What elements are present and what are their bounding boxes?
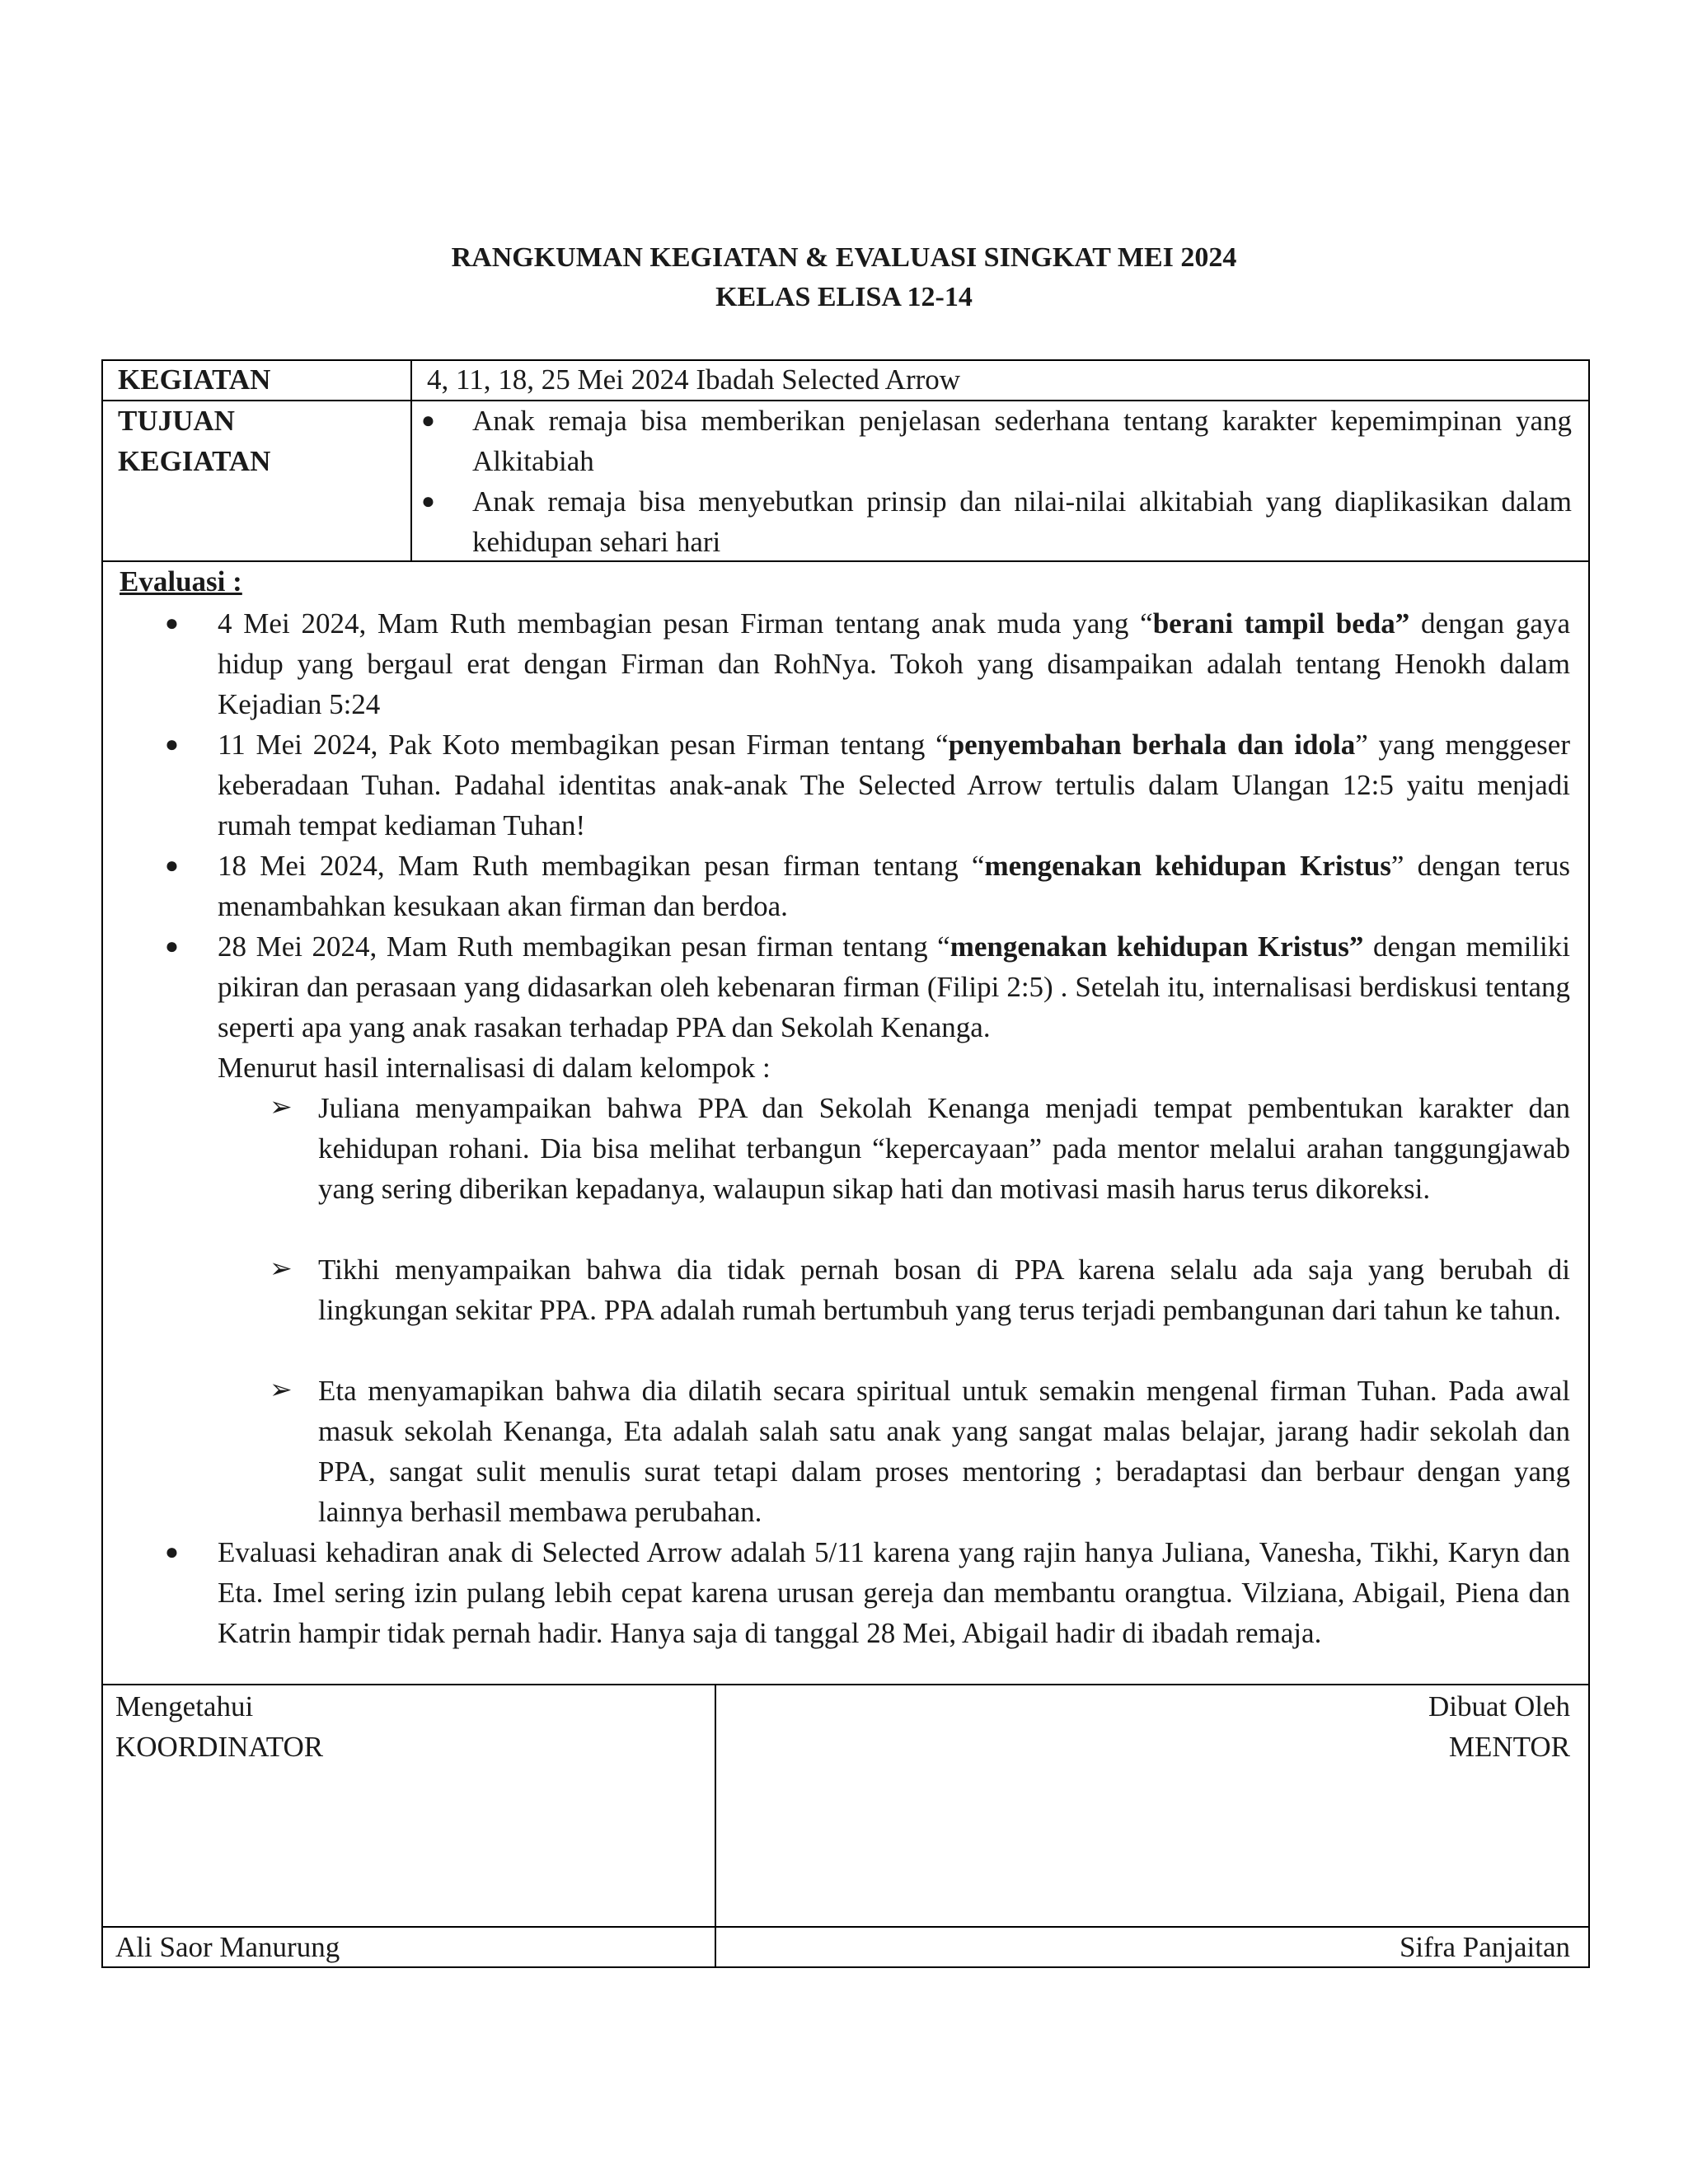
activity-info-table-grid: [101, 359, 1590, 562]
evaluation-item-2-before: 11 Mei 2024, Pak Koto membagikan pesan Firman tentang “: [218, 729, 949, 761]
sub-item-eta: Eta menyamapikan bahwa dia dilatih secara spiritual untuk semakin mengenal firman Tuhan. Pada awal masuk sekolah Kenanga, Eta adalah salah satu anak yang sangat malas belajar, jarang hadir sekolah dan PPA, sangat sulit menulis surat tetapi dalam proses mentoring ; beradaptasi dan berbaur dengan yang lainnya berhasil membawa perubahan.: [318, 1375, 1570, 1528]
evaluation-heading: Evaluasi :: [120, 565, 242, 598]
evaluation-item-1: [218, 603, 1570, 724]
bullet-dot-icon: ●: [165, 732, 179, 757]
evaluation-item-2-after: ” yang menggeser keberadaan Tuhan. Padahal identitas anak-anak The Selected Arrow tertulis dalam Ulangan 12:5 yaitu menjadi rumah tempat kediaman Tuhan!: [218, 729, 1570, 841]
bullet-dot-icon: ●: [165, 853, 179, 879]
evaluation-item-4-after: dengan memiliki pikiran dan perasaan yang didasarkan oleh kebenaran firman (Filipi 2:5) . Setelah itu, internalisasi berdiskusi tentang seperti apa yang anak rasakan terhadap PPA dan Sekolah Kenanga.: [218, 930, 1571, 1043]
evaluation-item-1-bold: berani tampil beda”: [1152, 607, 1410, 640]
evaluation-item-3-before: 18 Mei 2024, Mam Ruth membagikan pesan firman tentang “: [218, 850, 985, 882]
evaluation-item-4-before: 28 Mei 2024, Mam Ruth membagikan pesan firman tentang “: [218, 930, 950, 963]
signature-right-name: Sifra Panjaitan: [1399, 1931, 1570, 1963]
table-column-divider: [715, 1685, 716, 1966]
signature-table: [101, 1684, 1590, 1968]
goal-item: Anak remaja bisa menyebutkan prinsip dan nilai-nilai alkitabiah yang diaplikasikan dalam kehidupan sehari hari: [472, 485, 1572, 558]
signature-right-role: MENTOR: [1448, 1731, 1570, 1763]
signature-right-line1: Dibuat Oleh: [1428, 1690, 1570, 1722]
bullet-dot-icon: ●: [165, 934, 179, 959]
evaluation-item-2-bold: penyembahan berhala dan idola: [948, 729, 1356, 761]
group-intro: Menurut hasil internalisasi di dalam kelompok :: [218, 1052, 771, 1084]
evaluation-item-4-bold: mengenakan kehidupan Kristus”: [950, 930, 1364, 963]
sub-item-tikhi: Tikhi menyampaikan bahwa dia tidak pernah bosan di PPA karena selalu ada saja yang berubah di lingkungan sekitar PPA. PPA adalah rumah bertumbuh yang terus terjadi pembangunan dari tahun ke tahun.: [318, 1254, 1570, 1326]
kegiatan-label: KEGIATAN: [118, 363, 271, 396]
signature-left-role: KOORDINATOR: [115, 1731, 324, 1763]
kegiatan-value: 4, 11, 18, 25 Mei 2024 Ibadah Selected Arrow: [427, 363, 961, 396]
document-title: RANGKUMAN KEGIATAN & EVALUASI SINGKAT MEI 2024: [451, 242, 1237, 273]
bullet-dot-icon: ●: [165, 1540, 179, 1565]
arrowhead-icon: ➢: [270, 1093, 293, 1122]
bullet-dot-icon: ●: [421, 408, 435, 434]
signature-left-line1: Mengetahui: [115, 1690, 254, 1722]
arrowhead-icon: ➢: [270, 1376, 293, 1405]
table-column-divider: [410, 359, 412, 562]
bullet-dot-icon: ●: [421, 489, 435, 514]
tujuan-label-line1: TUJUAN: [118, 405, 235, 437]
evaluation-item-2: [218, 724, 1570, 846]
document-subtitle: KELAS ELISA 12-14: [715, 282, 973, 312]
evaluation-item-1-after: dengan gaya hidup yang bergaul erat dengan Firman dan RohNya. Tokoh yang disampaikan adalah tentang Henokh dalam Kejadian 5:24: [218, 607, 1570, 720]
sub-item-juliana: Juliana menyampaikan bahwa PPA dan Sekolah Kenanga menjadi tempat pembentukan karakter dan kehidupan rohani. Dia bisa melihat terbangun “kepercayaan” pada mentor melalui arahan tanggungjawab yang sering diberikan kepadanya, walaupun sikap hati dan motivasi masih harus terus dikoreksi.: [318, 1092, 1570, 1205]
goal-item: Anak remaja bisa memberikan penjelasan sederhana tentang karakter kepemimpinan yang Alkitabiah: [472, 405, 1572, 477]
evaluation-item-3-bold: mengenakan kehidupan Kristus: [984, 850, 1391, 882]
arrowhead-icon: ➢: [270, 1254, 293, 1284]
tujuan-label-line2: KEGIATAN: [118, 445, 271, 477]
evaluation-item-5: Evaluasi kehadiran anak di Selected Arrow adalah 5/11 karena yang rajin hanya Juliana, Vanesha, Tikhi, Karyn dan Eta. Imel sering izin pulang lebih cepat karena urusan gereja dan membantu orangtua. Vilziana, Abigail, Piena dan Katrin hampir tidak pernah hadir. Hanya saja di tanggal 28 Mei, Abigail hadir di ibadah remaja.: [218, 1536, 1570, 1649]
evaluation-item-4: [218, 926, 1570, 1047]
evaluation-item-3-after: ” dengan terus menambahkan kesukaan akan firman dan berdoa.: [218, 850, 1571, 922]
signature-left-name: Ali Saor Manurung: [115, 1931, 340, 1963]
evaluation-item-3: [218, 846, 1570, 926]
bullet-dot-icon: ●: [165, 611, 179, 636]
evaluation-item-1-before: 4 Mei 2024, Mam Ruth membagian pesan Firman tentang anak muda yang “: [218, 607, 1153, 640]
